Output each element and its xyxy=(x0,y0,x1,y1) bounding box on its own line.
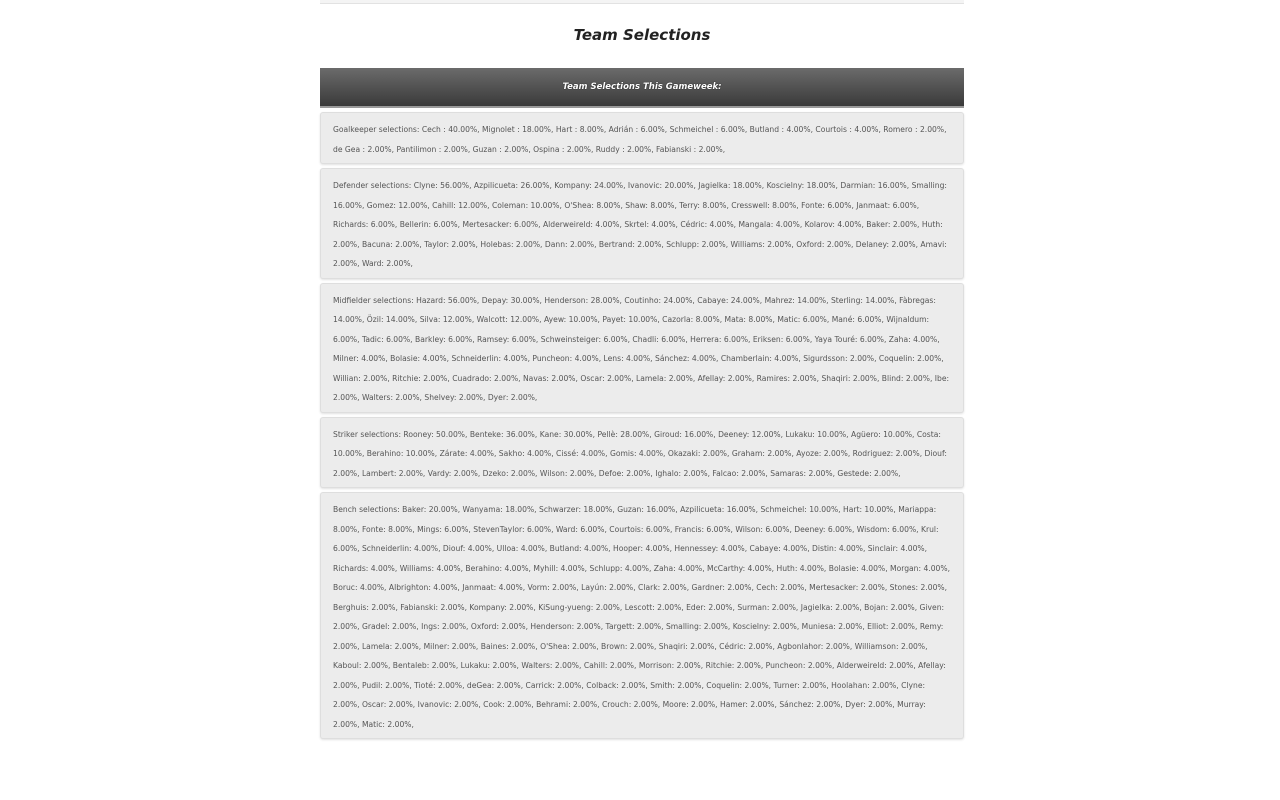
midfielder-selections: Midfielder selections: Hazard: 56.00%, Depay: 30.00%, Henderson: 28.00%, Coutinho: 24.00%, Cabaye: 24.00%, Mahrez: 14.00%, Sterling: 14.00%, Fàbregas: 14.00%, Özil: 14.00%, Silva: 12.00%, Walcott: 12.00%, Ayew: 10.00%, Payet: 10.00%, Cazorla: 8.00%, Mata: 8.00%, Matic: 6.00%, Mané: 6.00%, Wijnaldum: 6.00%, Tadic: 6.00%, Barkley: 6.00%, Ramsey: 6.00%, Schweinsteiger: 6.00%, Chadli: 6.00%, Herrera: 6.00%, Eriksen: 6.00%, Yaya Touré: 6.00%, Zaha: 4.00%, Milner: 4.00%, Bolasie: 4.00%, Schneiderlin: 4.00%, Puncheon: 4.00%, Lens: 4.00%, Sánchez: 4.00%, Chamberlain: 4.00%, Sigurdsson: 2.00%, Coquelin: 2.00%, Willian: 2.00%, Ritchie: 2.00%, Cuadrado: 2.00%, Navas: 2.00%, Oscar: 2.00%, Lamela: 2.00%, Afellay: 2.00%, Ramires: 2.00%, Shaqiri: 2.00%, Blind: 2.00%, Ibe: 2.00%, Walters: 2.00%, Shelvey: 2.00%, Dyer: 2.00%, xyxy=(320,283,964,413)
page-title: Team Selections xyxy=(573,26,711,44)
defender-selections: Defender selections: Clyne: 56.00%, Azpilicueta: 26.00%, Kompany: 24.00%, Ivanovic: 20.00%, Jagielka: 18.00%, Koscielny: 18.00%, Darmian: 16.00%, Smalling: 16.00%, Gomez: 12.00%, Cahill: 12.00%, Coleman: 10.00%, O'Shea: 8.00%, Shaw: 8.00%, Terry: 8.00%, Cresswell: 8.00%, Fonte: 6.00%, Janmaat: 6.00%, Richards: 6.00%, Bellerin: 6.00%, Mertesacker: 6.00%, Alderweireld: 4.00%, Skrtel: 4.00%, Cédric: 4.00%, Mangala: 4.00%, Kolarov: 4.00%, Baker: 2.00%, Huth: 2.00%, Bacuna: 2.00%, Taylor: 2.00%, Holebas: 2.00%, Dann: 2.00%, Bertrand: 2.00%, Schlupp: 2.00%, Williams: 2.00%, Oxford: 2.00%, Delaney: 2.00%, Amavi: 2.00%, Ward: 2.00%, xyxy=(320,168,964,279)
goalkeeper-selections: Goalkeeper selections: Cech : 40.00%, Mignolet : 18.00%, Hart : 8.00%, Adrián : 6.00%, Schmeichel : 6.00%, Butland : 4.00%, Courtois : 4.00%, Romero : 2.00%, de Gea : 2.00%, Pantilimon : 2.00%, Guzan : 2.00%, Ospina : 2.00%, Ruddy : 2.00%, Fabianski : 2.00%, xyxy=(320,112,964,164)
striker-selections: Striker selections: Rooney: 50.00%, Benteke: 36.00%, Kane: 30.00%, Pellè: 28.00%, Giroud: 16.00%, Deeney: 12.00%, Lukaku: 10.00%, Agüero: 10.00%, Costa: 10.00%, Berahino: 10.00%, Zárate: 4.00%, Sakho: 4.00%, Cissé: 4.00%, Gomis: 4.00%, Okazaki: 2.00%, Graham: 2.00%, Ayoze: 2.00%, Rodriguez: 2.00%, Diouf: 2.00%, Lambert: 2.00%, Vardy: 2.00%, Dzeko: 2.00%, Wilson: 2.00%, Defoe: 2.00%, Ighalo: 2.00%, Falcao: 2.00%, Samaras: 2.00%, Gestede: 2.00%, xyxy=(320,417,964,489)
panel-header: Team Selections This Gameweek: xyxy=(320,68,964,108)
page-container xyxy=(320,0,964,739)
top-divider xyxy=(320,0,964,4)
bench-selections: Bench selections: Baker: 20.00%, Wanyama: 18.00%, Schwarzer: 18.00%, Guzan: 16.00%, Azpilicueta: 16.00%, Schmeichel: 10.00%, Hart: 10.00%, Mariappa: 8.00%, Fonte: 8.00%, Mings: 6.00%, StevenTaylor: 6.00%, Ward: 6.00%, Courtois: 6.00%, Francis: 6.00%, Wilson: 6.00%, Deeney: 6.00%, Wisdom: 6.00%, Krul: 6.00%, Schneiderlin: 4.00%, Diouf: 4.00%, Ulloa: 4.00%, Butland: 4.00%, Hooper: 4.00%, Hennessey: 4.00%, Cabaye: 4.00%, Distin: 4.00%, Sinclair: 4.00%, Richards: 4.00%, Williams: 4.00%, Berahino: 4.00%, Myhill: 4.00%, Schlupp: 4.00%, Zaha: 4.00%, McCarthy: 4.00%, Huth: 4.00%, Bolasie: 4.00%, Morgan: 4.00%, Boruc: 4.00%, Albrighton: 4.00%, Janmaat: 4.00%, Vorm: 2.00%, Layún: 2.00%, Clark: 2.00%, Gardner: 2.00%, Cech: 2.00%, Mertesacker: 2.00%, Stones: 2.00%, Berghuis: 2.00%, Fabianski: 2.00%, Kompany: 2.00%, KiSung-yueng: 2.00%, Lescott: 2.00%, Eder: 2.00%, Surman: 2.00%, Jagielka: 2.00%, Bojan: 2.00%, Given: 2.00%, Gradel: 2.00%, Ings: 2.00%, Oxford: 2.00%, Henderson: 2.00%, Targett: 2.00%, Smalling: 2.00%, Koscielny: 2.00%, Muniesa: 2.00%, Elliot: 2.00%, Remy: 2.00%, Lamela: 2.00%, Milner: 2.00%, Baines: 2.00%, O'Shea: 2.00%, Brown: 2.00%, Shaqiri: 2.00%, Cédric: 2.00%, Agbonlahor: 2.00%, Williamson: 2.00%, Kaboul: 2.00%, Bentaleb: 2.00%, Lukaku: 2.00%, Walters: 2.00%, Cahill: 2.00%, Morrison: 2.00%, Ritchie: 2.00%, Puncheon: 2.00%, Alderweireld: 2.00%, Afellay: 2.00%, Pudil: 2.00%, Tioté: 2.00%, deGea: 2.00%, Carrick: 2.00%, Colback: 2.00%, Smith: 2.00%, Coquelin: 2.00%, Turner: 2.00%, Hoolahan: 2.00%, Clyne: 2.00%, Oscar: 2.00%, Ivanovic: 2.00%, Cook: 2.00%, Behrami: 2.00%, Crouch: 2.00%, Moore: 2.00%, Hamer: 2.00%, Sánchez: 2.00%, Dyer: 2.00%, Murray: 2.00%, Matic: 2.00%, xyxy=(320,492,964,739)
